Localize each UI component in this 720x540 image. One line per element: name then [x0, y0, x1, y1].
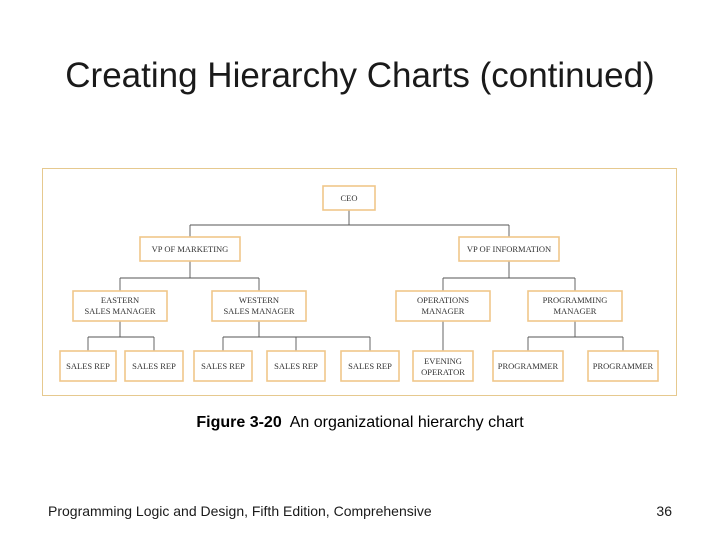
node-eastern-manager-line-1: EASTERN [100, 295, 140, 305]
node-vp-information-label: VP OF INFORMATION [466, 244, 552, 254]
connectors [88, 210, 623, 351]
node-programmer-1 [493, 351, 563, 381]
node-evening-operator-line-2: OPERATOR [421, 367, 465, 377]
node-sales-rep-4 [267, 351, 325, 381]
node-sales-rep-5-label: SALES REP [348, 361, 392, 371]
node-programming-manager-line-2: MANAGER [553, 306, 597, 316]
node-sales-rep-1-label: SALES REP [66, 361, 110, 371]
node-eastern-manager [73, 291, 167, 321]
node-programmer-2 [588, 351, 658, 381]
figure-caption-text: An organizational hierarchy chart [289, 414, 524, 431]
node-programming-manager-line-1: PROGRAMMING [542, 295, 608, 305]
node-operations-manager-line-1: OPERATIONS [417, 295, 469, 305]
node-ceo [323, 186, 375, 210]
node-western-manager-line-2: SALES MANAGER [223, 306, 295, 316]
node-vp-marketing [140, 237, 240, 261]
node-eastern-manager-line-2: SALES MANAGER [84, 306, 156, 316]
slide-title: Creating Hierarchy Charts (continued) [65, 56, 655, 95]
figure-frame [42, 168, 677, 396]
node-programmer-2-label: PROGRAMMER [592, 361, 654, 371]
node-vp-information [459, 237, 559, 261]
node-western-manager [212, 291, 306, 321]
node-sales-rep-2-label: SALES REP [132, 361, 176, 371]
node-operations-manager-line-2: MANAGER [421, 306, 465, 316]
node-programming-manager [528, 291, 622, 321]
node-sales-rep-1 [60, 351, 116, 381]
node-sales-rep-5 [341, 351, 399, 381]
node-sales-rep-2 [125, 351, 183, 381]
node-evening-operator [413, 351, 473, 381]
org-chart [43, 169, 678, 397]
node-sales-rep-3-label: SALES REP [201, 361, 245, 371]
node-sales-rep-4-label: SALES REP [274, 361, 318, 371]
footer-book-title: Programming Logic and Design, Fifth Edition, Comprehensive [48, 503, 432, 519]
node-programmer-1-label: PROGRAMMER [497, 361, 559, 371]
node-vp-marketing-label: VP OF MARKETING [151, 244, 229, 254]
node-ceo-label: CEO [340, 193, 358, 203]
node-evening-operator-line-1: EVENING [424, 356, 462, 366]
node-western-manager-line-1: WESTERN [238, 295, 280, 305]
node-operations-manager [396, 291, 490, 321]
node-sales-rep-3 [194, 351, 252, 381]
footer-page-number: 36 [656, 503, 672, 519]
figure-number: Figure 3-20 [196, 414, 282, 431]
figure-caption [0, 414, 720, 432]
